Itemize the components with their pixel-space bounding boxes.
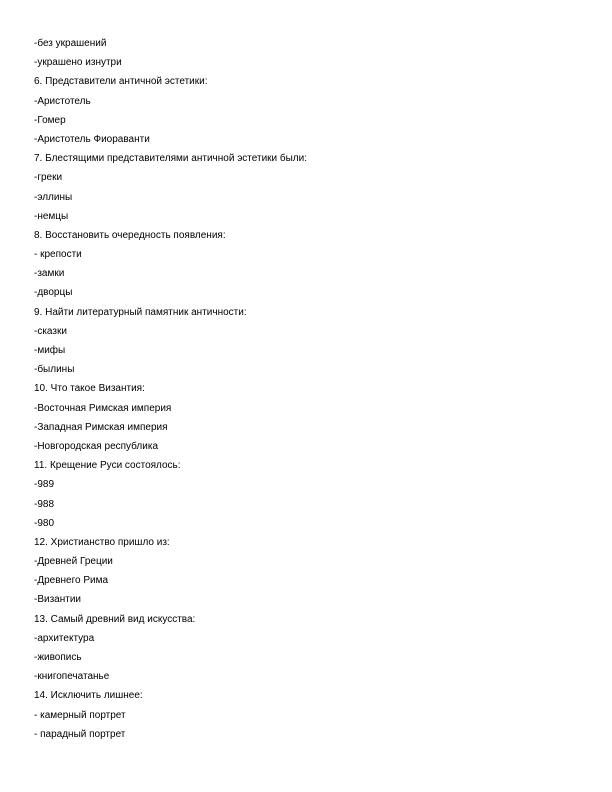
text-line: -Гомер — [34, 114, 66, 126]
text-line: -мифы — [34, 345, 66, 356]
text-line: 10. Что такое Византия: — [34, 383, 145, 395]
text-line: -сказки — [34, 325, 67, 337]
text-line: 14. Исключить лишнее: — [34, 690, 143, 702]
text-line: -Западная Римская империя — [34, 421, 168, 433]
text-line: -книгопечатанье — [34, 671, 110, 683]
text-line: -988 — [34, 498, 55, 510]
text-line: -дворцы — [34, 287, 73, 299]
text-line: 7. Блестящими представителями античной эстетики были: — [34, 153, 308, 165]
text-line: -архитектура — [34, 632, 95, 644]
text-line: -замки — [34, 268, 65, 280]
text-line: -Новгородская республика — [34, 440, 159, 452]
text-line: -980 — [34, 517, 55, 529]
text-line: -без украшений — [34, 38, 107, 49]
text-line: - крепости — [34, 249, 82, 261]
text-line: - парадный портрет — [34, 728, 126, 740]
text-line: -эллины — [34, 191, 73, 203]
text-line: -Аристотель Фиораванти — [34, 133, 150, 145]
text-line: -украшено изнутри — [34, 57, 122, 69]
text-line: 9. Найти литературный памятник античности: — [34, 306, 247, 318]
document-text-lines — [34, 34, 307, 744]
text-line: 8. Восстановить очередность появления: — [34, 229, 226, 241]
text-line: 6. Представители античной эстетики: — [34, 76, 208, 88]
text-line: - камерный портрет — [34, 709, 126, 721]
text-line: 11. Крещение Руси состоялось: — [34, 460, 181, 472]
text-line: -Восточная Римская империя — [34, 402, 172, 414]
text-line: -Аристотель — [34, 95, 91, 107]
text-line: -былины — [34, 364, 75, 376]
text-line: -живопись — [34, 652, 82, 663]
text-line: -Древней Греции — [34, 556, 113, 568]
text-line: 12. Христианство пришло из: — [34, 536, 170, 548]
text-line: -Византии — [34, 594, 82, 606]
text-line: -немцы — [34, 210, 69, 222]
text-line: -Древнего Рима — [34, 575, 109, 587]
text-line: -греки — [34, 172, 63, 184]
text-line: 13. Самый древний вид искусства: — [34, 613, 196, 625]
text-line: -989 — [34, 479, 55, 491]
